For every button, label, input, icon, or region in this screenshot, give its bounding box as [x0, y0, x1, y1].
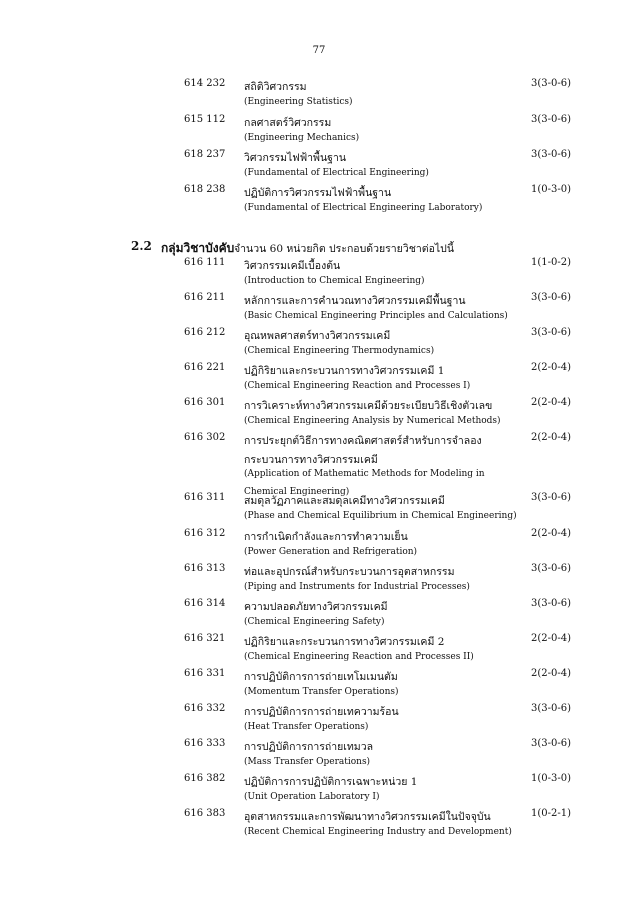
course-title-en: (Recent Chemical Engineering Industry and Development) — [244, 827, 512, 837]
course-code: 616 301 — [184, 397, 226, 408]
course-credit: 1(0-3-0) — [531, 773, 572, 784]
course-title-en: (Introduction to Chemical Engineering) — [244, 276, 425, 286]
course-title-th: สมดุลวัฏภาคและสมดุลเคมีทางวิศวกรรมเคมี — [244, 495, 445, 507]
course-code: 616 302 — [184, 432, 226, 443]
course-title-en: (Basic Chemical Engineering Principles and Calculations) — [244, 311, 508, 321]
course-title-th: ความปลอดภัยทางวิศวกรรมเคมี — [244, 601, 388, 613]
course-code: 618 237 — [184, 149, 226, 160]
course-title-en-continued: Chemical Engineering) — [244, 487, 350, 497]
course-title-th: ปฏิบัติการวิศวกรรมไฟฟ้าพื้นฐาน — [244, 187, 392, 199]
course-title-th: อุตสาหกรรมและการพัฒนาทางวิศวกรรมเคมีในปัจจุบัน — [244, 811, 491, 823]
course-credit: 2(2-0-4) — [531, 362, 572, 373]
course-title-en: (Engineering Statistics) — [244, 97, 353, 107]
course-title-en: (Unit Operation Laboratory I) — [244, 792, 380, 802]
course-credit: 3(3-0-6) — [531, 492, 572, 503]
course-credit: 1(0-2-1) — [531, 808, 572, 819]
course-credit: 3(3-0-6) — [531, 114, 572, 125]
course-title-en: (Chemical Engineering Thermodynamics) — [244, 346, 435, 356]
course-code: 615 112 — [184, 114, 226, 125]
course-credit: 3(3-0-6) — [531, 703, 572, 714]
course-credit: 3(3-0-6) — [531, 598, 572, 609]
course-title-en: (Power Generation and Refrigeration) — [244, 547, 418, 557]
section-number: 2.2 — [131, 239, 152, 253]
course-credit: 2(2-0-4) — [531, 528, 572, 539]
course-title-th: ปฏิกิริยาและกระบวนการทางวิศวกรรมเคมี 1 — [244, 365, 445, 377]
section-description: จำนวน 60 หน่วยกิต ประกอบด้วยรายวิชาต่อไปนี้ — [234, 243, 454, 255]
course-code: 616 382 — [184, 773, 226, 784]
course-title-en: (Application of Mathematic Methods for Modeling in — [244, 469, 485, 479]
course-code: 618 238 — [184, 184, 226, 195]
course-title-th: หลักการและการคำนวณทางวิศวกรรมเคมีพื้นฐาน — [244, 295, 466, 307]
course-title-th: การประยุกต์วิธีการทางคณิตศาสตร์สำหรับการจำลอง — [244, 435, 482, 447]
course-code: 616 314 — [184, 598, 226, 609]
course-title-th: ท่อและอุปกรณ์สำหรับกระบวนการอุตสาหกรรม — [244, 566, 455, 578]
course-title-th: การปฏิบัติการการถ่ายเทโมเมนตัม — [244, 671, 398, 683]
course-code: 616 321 — [184, 633, 226, 644]
course-title-en: (Piping and Instruments for Industrial Processes) — [244, 582, 470, 592]
page-number: 77 — [312, 45, 326, 56]
course-title-th: การกำเนิดกำลังและการทำความเย็น — [244, 531, 408, 543]
course-title-th: วิศวกรรมเคมีเบื้องต้น — [244, 260, 341, 272]
course-code: 614 232 — [184, 78, 226, 89]
course-title-en: (Chemical Engineering Safety) — [244, 617, 385, 627]
course-title-en: (Mass Transfer Operations) — [244, 757, 371, 767]
course-credit: 2(2-0-4) — [531, 633, 572, 644]
course-title-en: (Phase and Chemical Equilibrium in Chemical Engineering) — [244, 511, 517, 521]
course-code: 616 221 — [184, 362, 226, 373]
course-title-th: อุณหพลศาสตร์ทางวิศวกรรมเคมี — [244, 330, 391, 342]
course-title-en: (Engineering Mechanics) — [244, 133, 360, 143]
course-title-en: (Chemical Engineering Analysis by Numerical Methods) — [244, 416, 501, 426]
course-code: 616 311 — [184, 492, 226, 503]
course-title-th: ปฏิกิริยาและกระบวนการทางวิศวกรรมเคมี 2 — [244, 636, 445, 648]
course-code: 616 331 — [184, 668, 226, 679]
course-title-th: วิศวกรรมไฟฟ้าพื้นฐาน — [244, 152, 347, 164]
section-title: กลุ่มวิชาบังคับ — [161, 241, 235, 255]
course-credit: 3(3-0-6) — [531, 78, 572, 89]
course-credit: 3(3-0-6) — [531, 149, 572, 160]
course-credit: 3(3-0-6) — [531, 563, 572, 574]
course-title-th: การปฏิบัติการการถ่ายเทมวล — [244, 741, 374, 753]
course-code: 616 383 — [184, 808, 226, 819]
course-title-th-continued: กระบวนการทางวิศวกรรมเคมี — [244, 454, 378, 466]
course-title-th: ปฏิบัติการการปฏิบัติการเฉพาะหน่วย 1 — [244, 776, 418, 788]
course-title-th: กลศาสตร์วิศวกรรม — [244, 117, 332, 129]
course-title-en: (Fundamental of Electrical Engineering) — [244, 168, 429, 178]
course-title-en: (Fundamental of Electrical Engineering Laboratory) — [244, 203, 483, 213]
course-title-th: การปฏิบัติการการถ่ายเทความร้อน — [244, 706, 399, 718]
course-code: 616 212 — [184, 327, 226, 338]
course-title-en: (Chemical Engineering Reaction and Processes I) — [244, 381, 471, 391]
course-code: 616 312 — [184, 528, 226, 539]
course-title-en: (Chemical Engineering Reaction and Processes II) — [244, 652, 474, 662]
course-credit: 1(0-3-0) — [531, 184, 572, 195]
course-credit: 2(2-0-4) — [531, 432, 572, 443]
course-code: 616 211 — [184, 292, 226, 303]
course-credit: 2(2-0-4) — [531, 668, 572, 679]
course-credit: 3(3-0-6) — [531, 738, 572, 749]
course-credit: 3(3-0-6) — [531, 327, 572, 338]
course-title-th: สถิติวิศวกรรม — [244, 81, 307, 93]
course-credit: 1(1-0-2) — [531, 257, 572, 268]
course-credit: 3(3-0-6) — [531, 292, 572, 303]
course-code: 616 111 — [184, 257, 226, 268]
course-code: 616 333 — [184, 738, 226, 749]
course-credit: 2(2-0-4) — [531, 397, 572, 408]
course-code: 616 313 — [184, 563, 226, 574]
course-code: 616 332 — [184, 703, 226, 714]
course-title-en: (Heat Transfer Operations) — [244, 722, 369, 732]
course-title-en: (Momentum Transfer Operations) — [244, 687, 399, 697]
course-title-th: การวิเคราะห์ทางวิศวกรรมเคมีด้วยระเบียบวิธีเชิงตัวเลข — [244, 400, 493, 412]
